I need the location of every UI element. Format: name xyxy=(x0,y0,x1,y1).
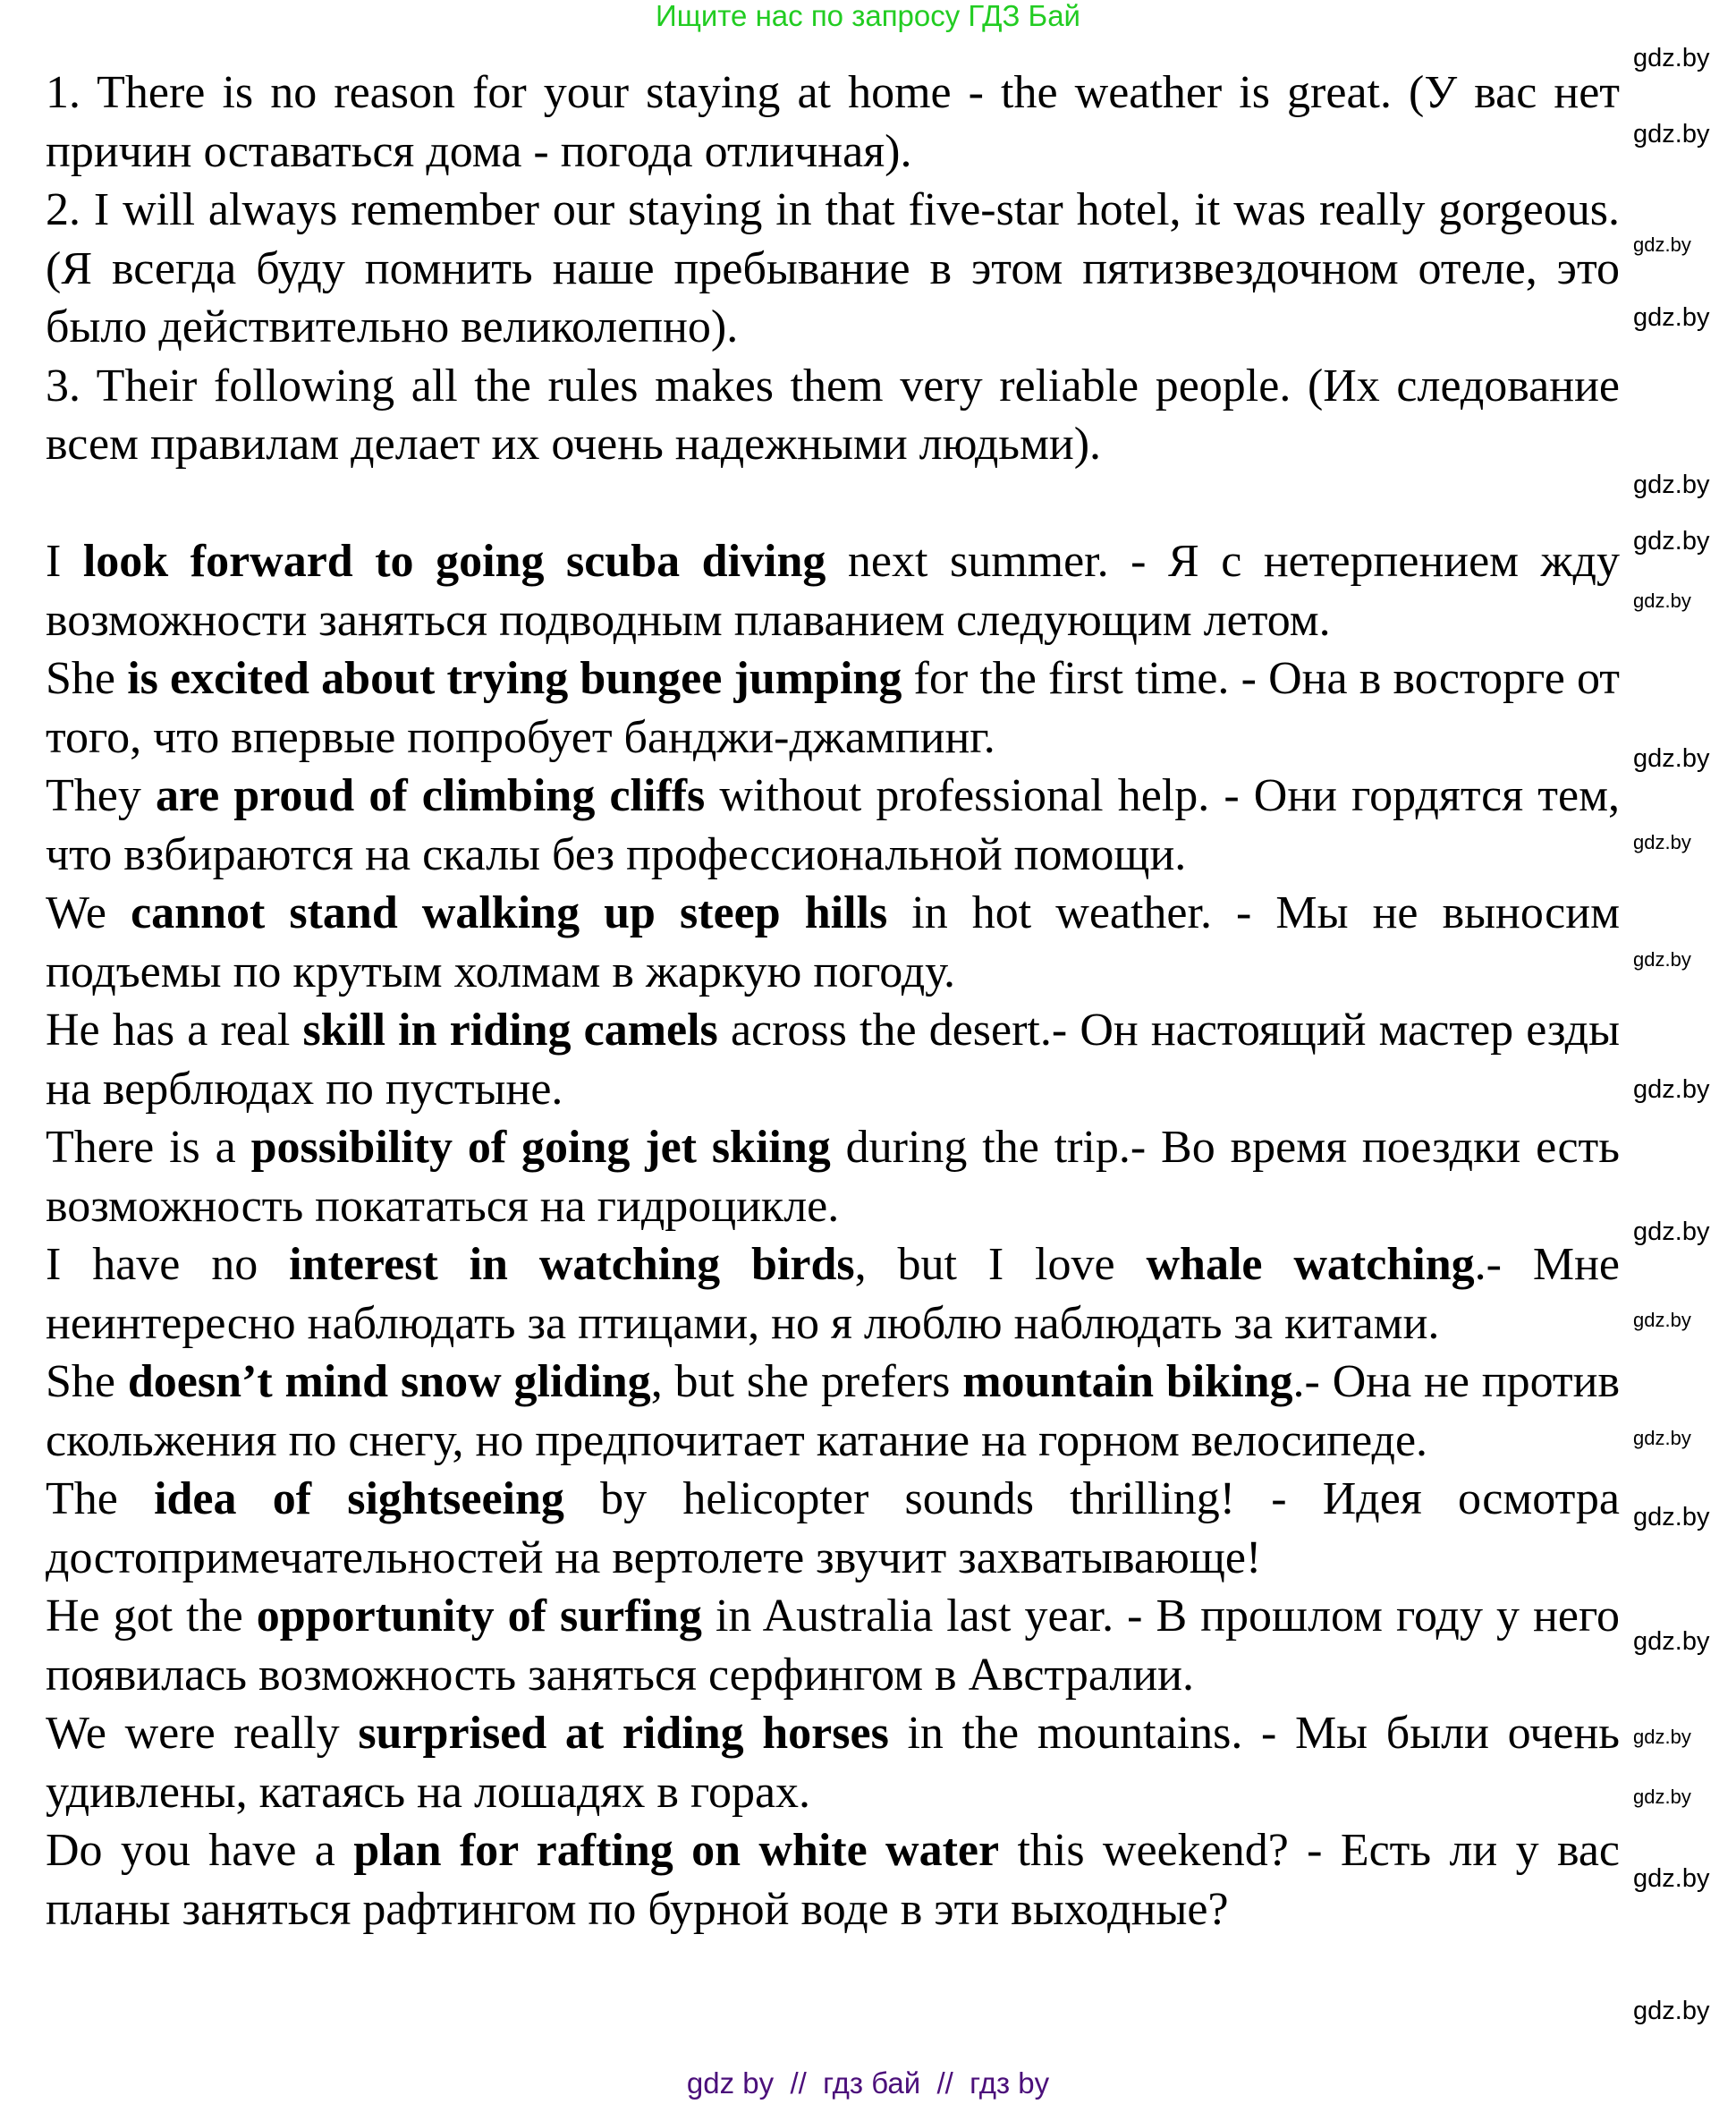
paragraph xyxy=(46,767,1620,884)
bold-phrase: cannot stand walking up steep hills xyxy=(131,887,888,938)
bold-phrase: whale watching xyxy=(1146,1239,1475,1290)
text-segment: .- Она не против скольжения по снегу, но предпочитает катание на горном велосипеде. xyxy=(46,1356,1621,1466)
paragraph xyxy=(46,1235,1620,1353)
watermark: gdz.by xyxy=(1633,1503,1710,1531)
paragraph xyxy=(46,1821,1620,1939)
paragraph xyxy=(46,64,1620,181)
text-segment: 3. Their following all the rules makes them very reliable people. (Их следование всем правилам делает их очень надежными людьми). xyxy=(46,360,1620,470)
text-segment: They xyxy=(46,770,156,821)
watermark: gdz.by xyxy=(1633,303,1710,332)
bold-phrase: plan for rafting on white water xyxy=(353,1825,1000,1876)
paragraph xyxy=(46,1704,1620,1821)
text-segment: She xyxy=(46,1356,128,1407)
text-segment: 2. I will always remember our staying in that five-star hotel, it was really gorgeous. (Я всегда буду помнить наше пребывание в этом пятизвездочном отеле, это было действительно великолепно). xyxy=(46,184,1620,352)
bold-phrase: is excited about trying bungee jumping xyxy=(127,653,902,704)
text-segment: in the mountains. - Мы были очень удивлены, катаясь на лошадях в горах. xyxy=(46,1708,1620,1818)
bold-phrase: are proud of climbing cliffs xyxy=(155,770,706,821)
text-segment: The xyxy=(46,1473,155,1524)
text-segment: We xyxy=(46,887,131,938)
text-segment: He got the xyxy=(46,1591,257,1642)
text-segment: There is a xyxy=(46,1122,251,1173)
watermark: gdz.by xyxy=(1633,120,1710,148)
watermark: gdz.by xyxy=(1633,948,1691,971)
paragraph xyxy=(46,649,1620,767)
header-banner: Ищите нас по запросу ГДЗ Бай xyxy=(656,0,1080,32)
text-segment: .- Мне неинтересно наблюдать за птицами, но я люблю наблюдать за китами. xyxy=(46,1239,1620,1349)
paragraph xyxy=(46,181,1620,357)
text-segment: across the desert.- Он настоящий мастер езды на верблюдах по пустыне. xyxy=(46,1005,1621,1115)
paragraph xyxy=(46,1587,1620,1704)
text-segment: We were really xyxy=(46,1708,359,1759)
text-segment: in hot weather. - Мы не выносим подъемы по крутым холмам в жаркую погоду. xyxy=(46,887,1620,997)
watermark: gdz.by xyxy=(1633,1726,1691,1748)
bold-phrase: look forward to going scuba diving xyxy=(82,536,826,587)
bold-phrase: opportunity of surfing xyxy=(256,1591,702,1642)
paragraph xyxy=(46,1118,1620,1235)
watermark: gdz.by xyxy=(1633,744,1710,773)
paragraph xyxy=(46,1353,1620,1470)
text-segment: in Australia last year. - В прошлом году у него появилась возможность заняться серфингом в Австралии. xyxy=(46,1591,1621,1701)
text-segment: Do you have a xyxy=(46,1825,354,1876)
text-segment: I xyxy=(46,536,83,587)
bold-phrase: surprised at riding horses xyxy=(358,1708,889,1759)
watermark: gdz.by xyxy=(1633,590,1691,612)
paragraph xyxy=(46,884,1620,1001)
text-segment: by helicopter sounds thrilling! - Идея осмотра достопримечательностей на вертолете звучит захватывающе! xyxy=(46,1473,1621,1583)
footer-banner: gdz by // гдз бай // гдз by xyxy=(686,2066,1050,2100)
text-segment: I have no xyxy=(46,1239,290,1290)
bold-phrase: mountain biking xyxy=(962,1356,1293,1407)
paragraph xyxy=(46,1001,1620,1118)
watermark: gdz.by xyxy=(1633,233,1691,256)
paragraph xyxy=(46,357,1620,474)
text-segment: She xyxy=(46,653,128,704)
text-segment: , but she prefers xyxy=(650,1356,963,1407)
bold-phrase: doesn’t mind snow gliding xyxy=(127,1356,651,1407)
text-segment: 1. There is no reason for your staying at home - the weather is great. (У вас нет причин оставаться дома - погода отличная). xyxy=(46,67,1620,177)
text-segment: without professional help. - Они гордятся тем, что взбираются на скалы без профессиональной помощи. xyxy=(46,770,1621,880)
text-segment: for the first time. - Она в восторге от того, что впервые попробует банджи-джампинг. xyxy=(46,653,1620,763)
watermark: gdz.by xyxy=(1633,1075,1710,1104)
watermark: gdz.by xyxy=(1633,1786,1691,1808)
watermark: gdz.by xyxy=(1633,1627,1710,1656)
text-segment: He has a real xyxy=(46,1005,303,1056)
paragraph xyxy=(46,1470,1620,1587)
watermark: gdz.by xyxy=(1633,1217,1710,1246)
watermark: gdz.by xyxy=(1633,1997,1710,2025)
bold-phrase: idea of sightseeing xyxy=(154,1473,564,1524)
watermark: gdz.by xyxy=(1633,1864,1710,1893)
bold-phrase: interest in watching birds xyxy=(289,1239,855,1290)
text-segment: this weekend? - Есть ли у вас планы заняться рафтингом по бурной воде в эти выходные? xyxy=(46,1825,1620,1935)
watermark: gdz.by xyxy=(1633,1427,1691,1449)
watermark: gdz.by xyxy=(1633,1309,1691,1331)
watermark: gdz.by xyxy=(1633,831,1691,853)
paragraph xyxy=(46,532,1620,649)
text-segment: , but I love xyxy=(854,1239,1147,1290)
watermark: gdz.by xyxy=(1633,471,1710,499)
bold-phrase: skill in riding camels xyxy=(302,1005,718,1056)
text-segment: next summer. - Я с нетерпением жду возможности заняться подводным плаванием следующим летом. xyxy=(46,536,1620,646)
text-segment: during the trip.- Во время поездки есть возможность покататься на гидроцикле. xyxy=(46,1122,1620,1232)
watermark: gdz.by xyxy=(1633,44,1710,72)
document-body xyxy=(46,64,1620,1939)
watermark: gdz.by xyxy=(1633,527,1710,556)
bold-phrase: possibility of going jet skiing xyxy=(250,1122,831,1173)
